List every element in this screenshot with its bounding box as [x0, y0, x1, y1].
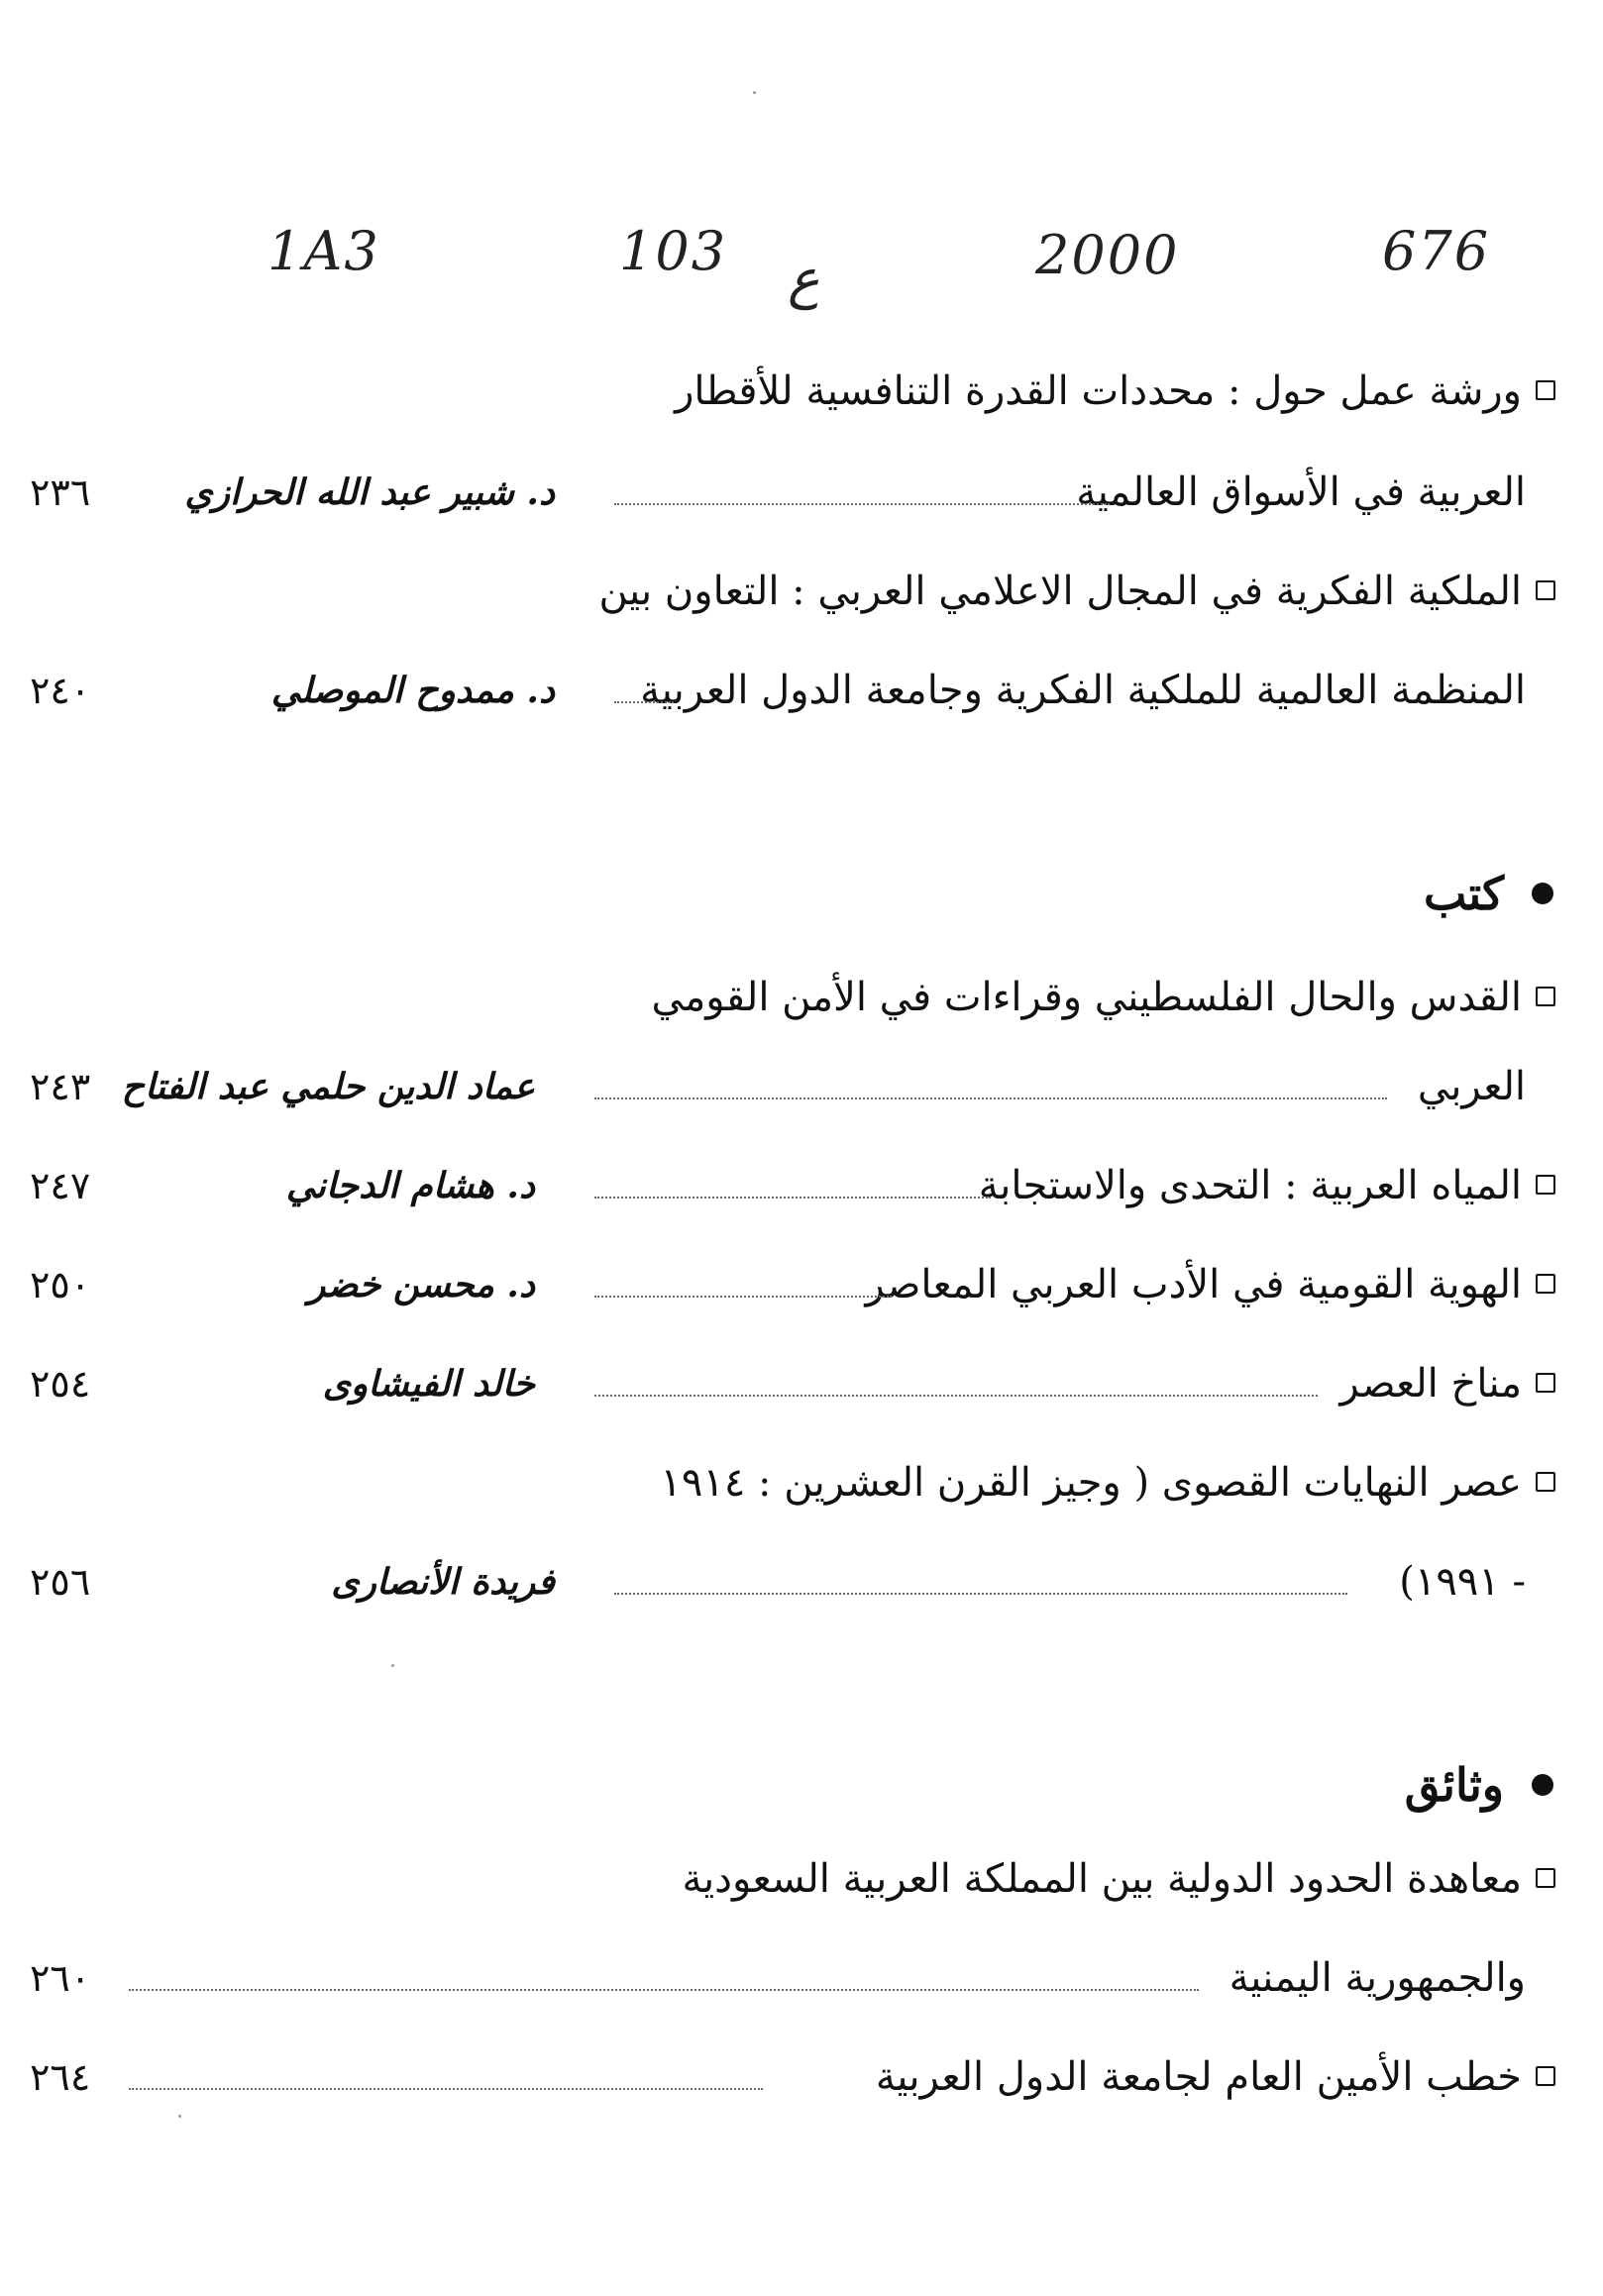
toc-entry-line: [30, 1052, 1555, 1121]
checkbox-icon: [1536, 1175, 1555, 1195]
leader-dots: [614, 701, 674, 703]
toc-entry-line: [30, 557, 1555, 626]
toc-entry-author: د. شبير عبد الله الحرازي: [184, 471, 555, 513]
toc-entry-author: فريدة الأنصارى: [331, 1561, 555, 1603]
toc-entry-page: ٢٥٠: [30, 1263, 91, 1306]
toc-entry-title[interactable]: القدس والحال الفلسطيني وقراءات في الأمن القومي: [651, 963, 1555, 1032]
scan-speck: [753, 91, 756, 94]
leader-dots: [594, 1395, 1318, 1397]
toc-entry-page: ٢٤٠: [30, 669, 91, 712]
toc-entry-title-cont[interactable]: - ١٩٩١): [1399, 1559, 1526, 1605]
checkbox-icon: [1536, 2066, 1555, 2086]
toc-entry-line: [30, 2042, 1555, 2112]
leader-dots: [614, 1593, 1347, 1595]
toc-entry-line: [30, 656, 1555, 725]
toc-entry-title[interactable]: المياه العربية : التحدى والاستجابة: [979, 1151, 1555, 1220]
toc-entry-title[interactable]: معاهدة الحدود الدولية بين المملكة العربية السعودية: [683, 1844, 1555, 1914]
section-heading-books: كتب: [1424, 854, 1553, 933]
bullet-icon: [1532, 883, 1553, 904]
toc-entry-page: ٢٦٠: [30, 1956, 91, 2000]
scan-speck: [391, 1664, 394, 1667]
handwritten-note-3: ع: [788, 248, 820, 310]
toc-entry-line: [30, 458, 1555, 527]
toc-entry-title-cont[interactable]: العربي: [1417, 1064, 1526, 1109]
toc-entry-title[interactable]: الهوية القومية في الأدب العربي المعاصر: [865, 1250, 1555, 1319]
toc-entry-title-cont[interactable]: المنظمة العالمية للملكية الفكرية وجامعة الدول العربية: [640, 668, 1526, 713]
toc-entry-line: [30, 1349, 1555, 1418]
checkbox-icon: [1536, 1868, 1555, 1888]
leader-dots: [594, 1197, 991, 1199]
handwritten-note-2: 103: [619, 220, 728, 282]
checkbox-icon: [1536, 1472, 1555, 1492]
toc-entry-line: [30, 963, 1555, 1032]
toc-entry-line: [30, 357, 1555, 426]
toc-entry-author: د. ممدوح الموصلي: [270, 670, 555, 711]
handwritten-note-5: 676: [1382, 220, 1491, 282]
toc-entry-line: [30, 1250, 1555, 1319]
handwritten-note-1: 1A3: [267, 220, 380, 282]
checkbox-icon: [1536, 987, 1555, 1006]
toc-entry-page: ٢٤٧: [30, 1164, 91, 1207]
toc-entry-title-cont[interactable]: العربية في الأسواق العالمية: [1076, 470, 1526, 515]
toc-entry-author: د. هشام الدجاني: [285, 1165, 535, 1206]
leader-dots: [129, 1989, 1199, 1991]
checkbox-icon: [1536, 580, 1555, 600]
leader-dots: [614, 503, 1110, 505]
toc-entry-title[interactable]: ورشة عمل حول : محددات القدرة التنافسية للأقطار: [675, 357, 1555, 426]
checkbox-icon: [1536, 380, 1555, 400]
toc-entry-line: [30, 1448, 1555, 1517]
toc-entry-page: ٢٤٣: [30, 1065, 91, 1108]
handwritten-note-4: 2000: [1035, 224, 1180, 286]
toc-entry-title[interactable]: الملكية الفكرية في المجال الاعلامي العربي : التعاون بين: [599, 557, 1555, 626]
bullet-icon: [1532, 1774, 1553, 1796]
toc-entry-page: ٢٥٦: [30, 1560, 91, 1604]
toc-entry-line: [30, 1547, 1555, 1617]
toc-entry-page: ٢٣٦: [30, 470, 91, 514]
toc-entry-title[interactable]: مناخ العصر: [1339, 1349, 1555, 1418]
toc-entry-line: [30, 1943, 1555, 2013]
leader-dots: [594, 1296, 892, 1298]
toc-entry-line: [30, 1844, 1555, 1914]
toc-entry-page: ٢٦٤: [30, 2055, 91, 2099]
checkbox-icon: [1536, 1274, 1555, 1294]
scan-speck: [178, 2115, 181, 2118]
checkbox-icon: [1536, 1373, 1555, 1393]
toc-entry-title[interactable]: خطب الأمين العام لجامعة الدول العربية: [876, 2042, 1555, 2112]
toc-entry-author: خالد الفيشاوى: [322, 1363, 535, 1405]
toc-entry-author: عماد الدين حلمي عبد الفتاح: [121, 1066, 535, 1107]
toc-entry-title[interactable]: عصر النهايات القصوى ( وجيز القرن العشرين : ١٩١٤: [660, 1448, 1555, 1517]
toc-entry-page: ٢٥٤: [30, 1362, 91, 1406]
toc-entry-author: د. محسن خضر: [307, 1264, 535, 1305]
toc-entry-title-cont[interactable]: والجمهورية اليمنية: [1229, 1955, 1526, 2001]
leader-dots: [594, 1097, 1387, 1099]
section-heading-documents: وثائق: [1405, 1745, 1553, 1825]
leader-dots: [129, 2088, 763, 2090]
toc-entry-line: [30, 1151, 1555, 1220]
